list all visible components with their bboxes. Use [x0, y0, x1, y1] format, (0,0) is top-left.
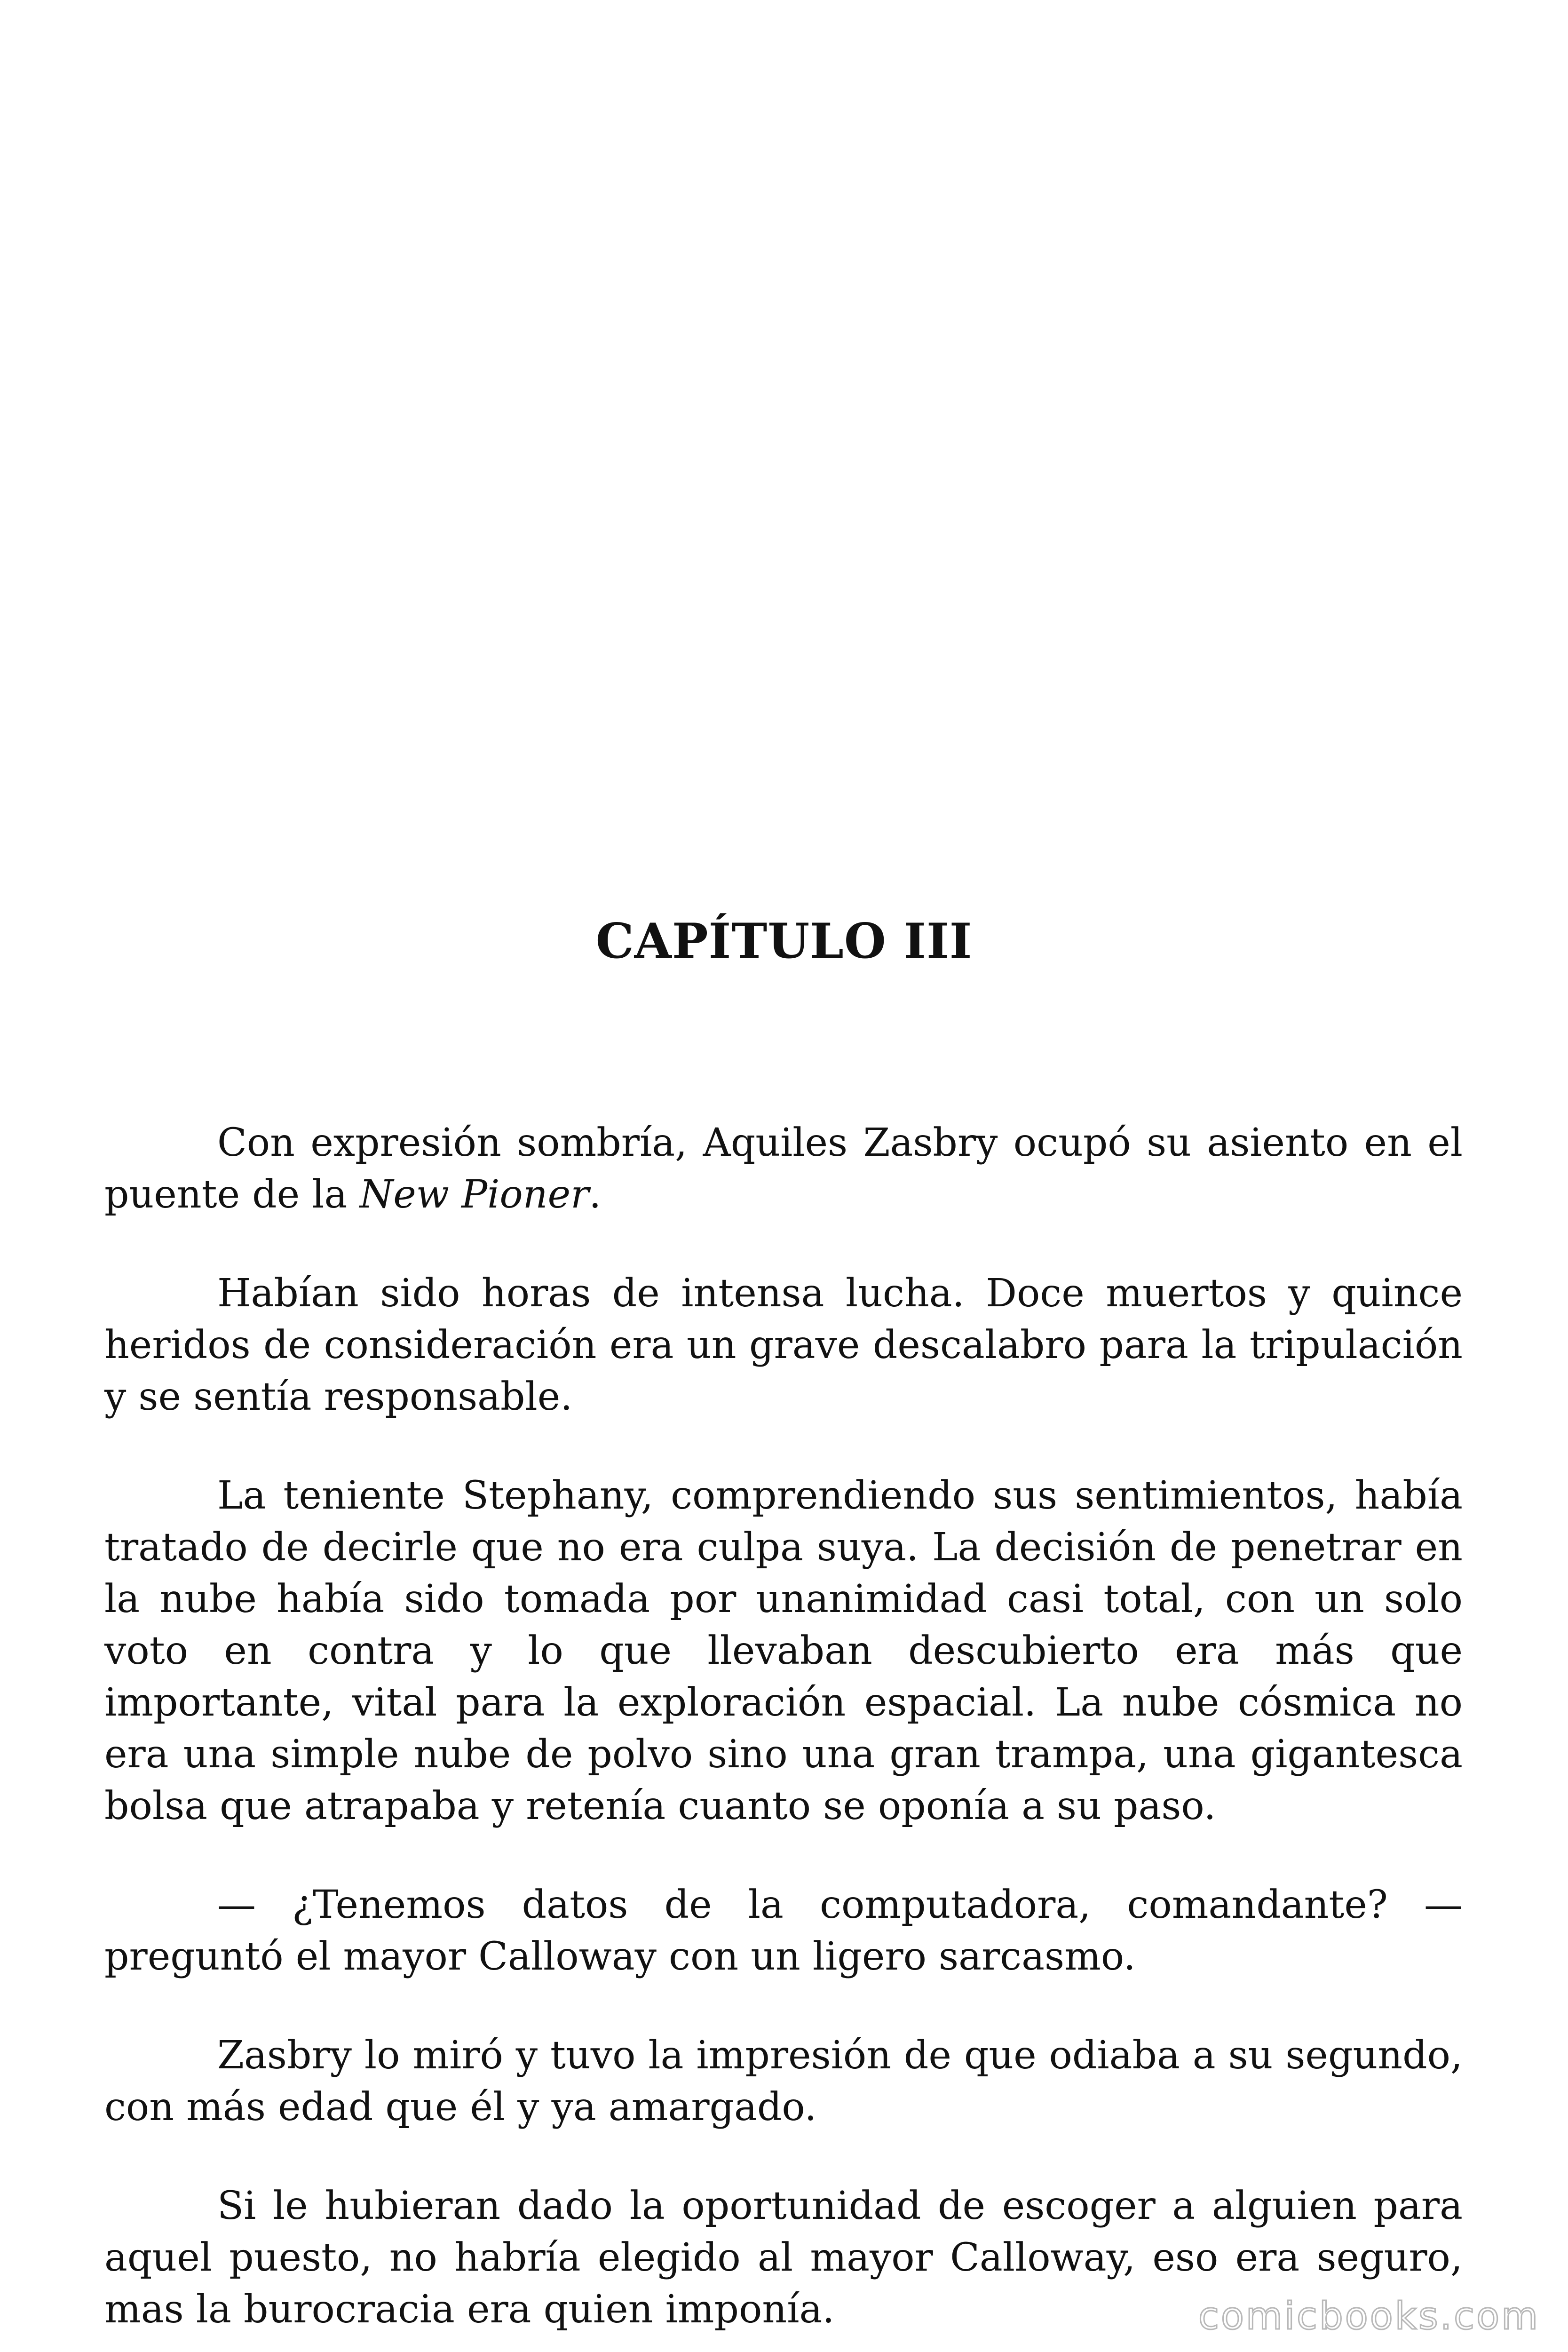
paragraph: [104, 1117, 1463, 1221]
chapter-title: CAPÍTULO III: [595, 913, 973, 969]
chapter-body: [104, 1117, 1463, 2352]
paragraph: Habían sido horas de intensa lucha. Doce muertos y quince heridos de consideración era un grave descalabro para la tripulación y se sentía responsable.: [104, 1271, 1463, 1419]
paragraph: Si le hubieran dado la oportunidad de escoger a alguien para aquel puesto, no habría elegido al mayor Calloway, eso era seguro, mas la burocracia era quien imponía.: [104, 2184, 1463, 2332]
paragraph: Zasbry lo miró y tuvo la impresión de que odiaba a su segundo, con más edad que él y ya amargado.: [104, 2033, 1463, 2130]
paragraph-text: .: [589, 1172, 602, 1217]
paragraph-text: Con expresión sombría, Aquiles Zasbry ocupó su asiento en el puente de la: [104, 1120, 1463, 1217]
paragraph: La teniente Stephany, comprendiendo sus sentimientos, había tratado de decirle que no era culpa suya. La decisión de penetrar en la nube había sido tomada por unanimidad casi total, con un solo voto en contra y lo que llevaban descubierto era más que importante, vital para la exploración espacial. La nube cósmica no era una simple nube de polvo sino una gran trampa, una gigantesca bolsa que atrapaba y retenía cuanto se oponía a su paso.: [104, 1473, 1463, 1828]
watermark-text: comicbooks.com: [1198, 2294, 1540, 2338]
paragraph: — ¿Tenemos datos de la computadora, comandante? —preguntó el mayor Calloway con un ligero sarcasmo.: [104, 1883, 1463, 1979]
ship-name: New Pioner: [359, 1172, 589, 1217]
